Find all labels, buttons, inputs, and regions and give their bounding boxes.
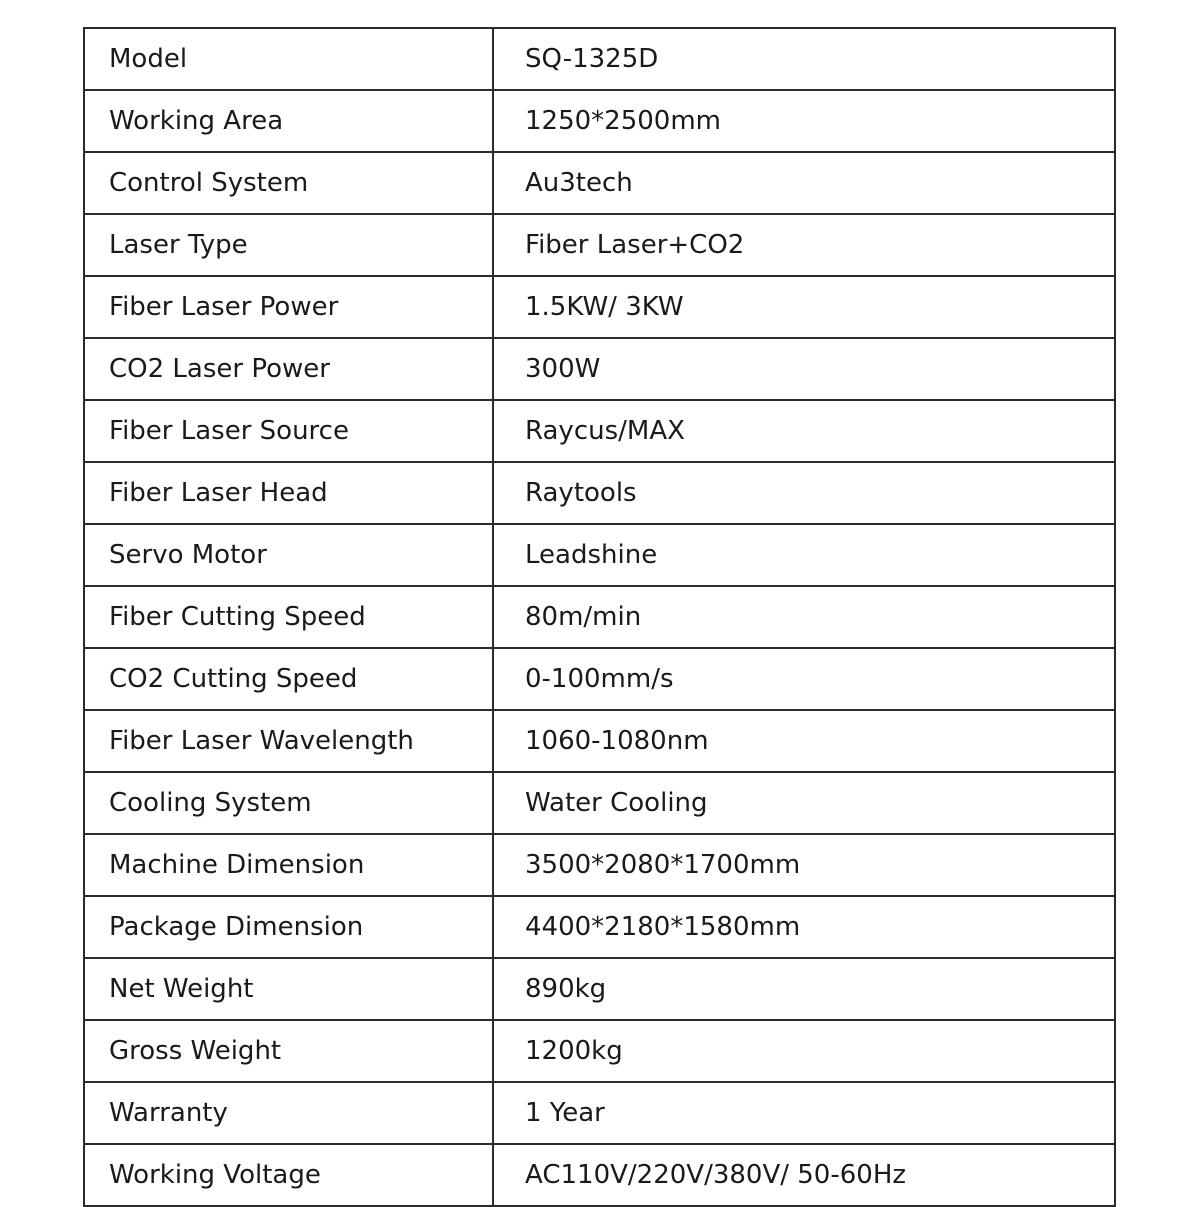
spec-value: 890kg: [493, 958, 1115, 1020]
spec-value: 1200kg: [493, 1020, 1115, 1082]
spec-label: Fiber Laser Wavelength: [84, 710, 493, 772]
spec-value: Water Cooling: [493, 772, 1115, 834]
spec-value: 3500*2080*1700mm: [493, 834, 1115, 896]
table-row: [84, 524, 1115, 586]
spec-value: 300W: [493, 338, 1115, 400]
spec-value: 0-100mm/s: [493, 648, 1115, 710]
table-row: [84, 772, 1115, 834]
table-row: [84, 1082, 1115, 1144]
table-row: [84, 586, 1115, 648]
spec-label: Cooling System: [84, 772, 493, 834]
table-row: [84, 648, 1115, 710]
spec-value: Raycus/MAX: [493, 400, 1115, 462]
table-row: [84, 1144, 1115, 1206]
spec-label: Warranty: [84, 1082, 493, 1144]
spec-label: Fiber Laser Source: [84, 400, 493, 462]
spec-label: Fiber Laser Power: [84, 276, 493, 338]
table-row: [84, 152, 1115, 214]
spec-value: Au3tech: [493, 152, 1115, 214]
table-row: [84, 1020, 1115, 1082]
spec-value: 1.5KW/ 3KW: [493, 276, 1115, 338]
table-row: [84, 28, 1115, 90]
table-row: [84, 896, 1115, 958]
spec-value: SQ-1325D: [493, 28, 1115, 90]
spec-label: Fiber Cutting Speed: [84, 586, 493, 648]
spec-label: Model: [84, 28, 493, 90]
spec-label: Control System: [84, 152, 493, 214]
specification-table: [83, 27, 1116, 1207]
table-row: [84, 90, 1115, 152]
spec-label: Package Dimension: [84, 896, 493, 958]
spec-value: 1 Year: [493, 1082, 1115, 1144]
spec-value: Fiber Laser+CO2: [493, 214, 1115, 276]
spec-label: Machine Dimension: [84, 834, 493, 896]
table-row: [84, 958, 1115, 1020]
spec-label: Working Voltage: [84, 1144, 493, 1206]
table-row: [84, 276, 1115, 338]
table-row: [84, 462, 1115, 524]
spec-label: CO2 Laser Power: [84, 338, 493, 400]
spec-value: 4400*2180*1580mm: [493, 896, 1115, 958]
spec-label: Gross Weight: [84, 1020, 493, 1082]
table-row: [84, 400, 1115, 462]
spec-value: Leadshine: [493, 524, 1115, 586]
spec-value: 80m/min: [493, 586, 1115, 648]
spec-label: Net Weight: [84, 958, 493, 1020]
spec-label: Servo Motor: [84, 524, 493, 586]
table-row: [84, 338, 1115, 400]
spec-value: Raytools: [493, 462, 1115, 524]
spec-label: CO2 Cutting Speed: [84, 648, 493, 710]
spec-label: Fiber Laser Head: [84, 462, 493, 524]
table-row: [84, 710, 1115, 772]
spec-label: Laser Type: [84, 214, 493, 276]
spec-value: AC110V/220V/380V/ 50-60Hz: [493, 1144, 1115, 1206]
spec-value: 1060-1080nm: [493, 710, 1115, 772]
table-row: [84, 834, 1115, 896]
spec-label: Working Area: [84, 90, 493, 152]
spec-value: 1250*2500mm: [493, 90, 1115, 152]
table-row: [84, 214, 1115, 276]
